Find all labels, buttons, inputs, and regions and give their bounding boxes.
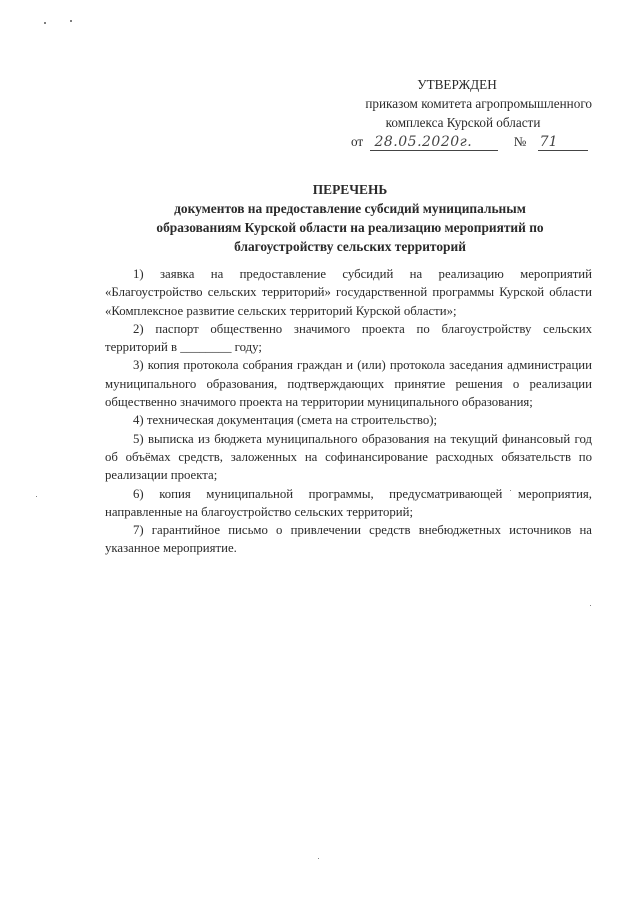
list-item: 3) копия протокола собрания граждан и (или) протокола заседания администрации муниципального образования, подтверждающих принятие решения о реализации общественно значимого проекта на территории муниципального образования; bbox=[105, 358, 592, 410]
list-item: 7) гарантийное письмо о привлечении средств внебюджетных источников на указанное мероприятие. bbox=[105, 523, 592, 556]
approval-signature-line bbox=[300, 132, 600, 152]
handwritten-date: 28.05.2020г. bbox=[370, 135, 498, 151]
from-label: от bbox=[351, 134, 364, 149]
scan-speck bbox=[36, 496, 37, 497]
heading-title: ПЕРЕЧЕНЬ bbox=[312, 182, 388, 197]
approval-title: УТВЕРЖДЕН bbox=[417, 77, 497, 92]
documents-list bbox=[105, 265, 592, 558]
scan-speck bbox=[44, 22, 46, 24]
handwritten-number: 71 bbox=[538, 135, 588, 151]
approval-committee-line: комплекса Курской области bbox=[385, 115, 541, 130]
scan-speck bbox=[318, 858, 319, 859]
list-item: 5) выписка из бюджета муниципального образования на текущий финансовый год об объёмах средств, заложенных на софинансирование расходных обязательств по реализации проекта; bbox=[105, 431, 592, 483]
list-item: 2) паспорт общественно значимого проекта по благоустройству сельских территорий в ________ году; bbox=[105, 321, 592, 355]
scan-speck bbox=[70, 20, 72, 22]
list-item: 6) копия муниципальной программы, предусматривающей мероприятия, направленные на благоустройство сельских территорий; bbox=[105, 486, 592, 519]
approval-stamp-block bbox=[300, 75, 600, 152]
scan-speck bbox=[590, 605, 591, 606]
heading-line: документов на предоставление субсидий муниципальным bbox=[174, 201, 526, 216]
number-label: № bbox=[513, 134, 527, 149]
heading-line: образованиям Курской области на реализацию мероприятий по bbox=[156, 220, 544, 235]
list-item: 4) техническая документация (смета на строительство); bbox=[133, 413, 438, 428]
list-item: 1) заявка на предоставление субсидий на реализацию мероприятий «Благоустройство сельских территорий» государственной программы Курской области «Комплексное развитие сельских территорий Курской области»; bbox=[105, 267, 592, 318]
document-heading bbox=[100, 180, 600, 256]
heading-line: благоустройству сельских территорий bbox=[234, 239, 466, 254]
approval-order-line: приказом комитета агропромышленного bbox=[365, 96, 592, 111]
